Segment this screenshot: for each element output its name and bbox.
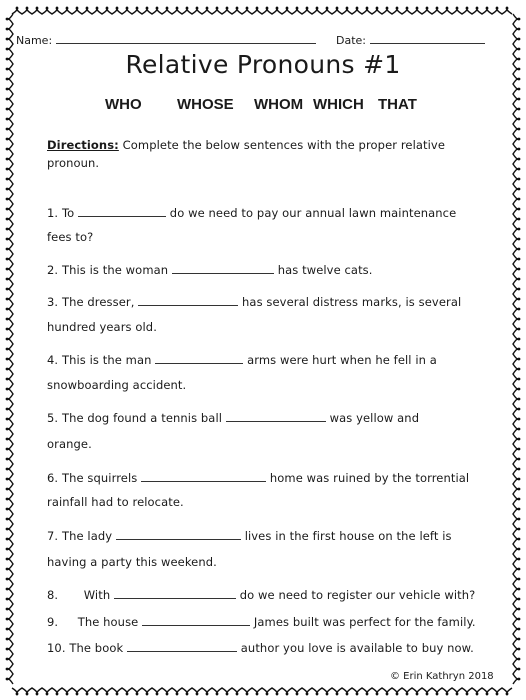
date-label: Date: bbox=[336, 34, 366, 47]
question-3 bbox=[47, 294, 461, 309]
question-text: lives in the first house on the left is bbox=[244, 529, 452, 543]
answer-blank-8[interactable] bbox=[114, 587, 236, 599]
question-3-cont: hundred years old. bbox=[47, 320, 157, 334]
question-text: With bbox=[83, 588, 111, 602]
answer-blank-3[interactable] bbox=[138, 294, 238, 306]
question-text: The dresser, bbox=[61, 295, 135, 309]
name-field[interactable] bbox=[16, 32, 316, 47]
question-number: 8. bbox=[47, 588, 59, 602]
question-6 bbox=[47, 470, 469, 485]
question-5 bbox=[47, 410, 419, 425]
question-number: 7. bbox=[47, 529, 59, 543]
question-text: home was ruined by the torrential bbox=[269, 471, 470, 485]
border-loop-edge bbox=[6, 14, 13, 684]
question-4-cont: snowboarding accident. bbox=[47, 378, 187, 392]
question-4 bbox=[47, 352, 437, 367]
question-1 bbox=[47, 205, 456, 220]
question-5-cont: orange. bbox=[47, 437, 92, 451]
name-blank[interactable] bbox=[56, 32, 316, 44]
question-number: 10. bbox=[47, 641, 66, 655]
border-loop-edge bbox=[12, 688, 512, 695]
question-text: The lady bbox=[61, 529, 113, 543]
question-number: 2. bbox=[47, 263, 59, 277]
question-text: has several distress marks, is several bbox=[242, 295, 462, 309]
date-field[interactable] bbox=[336, 32, 485, 47]
answer-blank-9[interactable] bbox=[142, 614, 250, 626]
question-number: 6. bbox=[47, 471, 59, 485]
pronoun-whose: WHOSE bbox=[177, 96, 234, 113]
answer-blank-2[interactable] bbox=[172, 262, 274, 274]
directions-label: Directions: bbox=[47, 138, 119, 152]
question-text: The dog found a tennis ball bbox=[61, 411, 223, 425]
question-text: James built was perfect for the family. bbox=[253, 615, 476, 629]
question-6-cont: rainfall had to relocate. bbox=[47, 495, 184, 509]
question-10 bbox=[47, 640, 474, 655]
question-7-cont: having a party this weekend. bbox=[47, 555, 217, 569]
question-text: arms were hurt when he fell in a bbox=[247, 353, 437, 367]
question-9 bbox=[47, 614, 476, 629]
copyright-notice: © Erin Kathryn 2018 bbox=[390, 671, 494, 682]
question-number: 9. bbox=[47, 615, 59, 629]
directions-text-cont: pronoun. bbox=[47, 156, 100, 170]
question-8 bbox=[47, 587, 475, 602]
question-number: 1. bbox=[47, 206, 59, 220]
question-text: do we need to pay our annual lawn maintenance bbox=[169, 206, 457, 220]
name-label: Name: bbox=[16, 34, 53, 47]
answer-blank-5[interactable] bbox=[226, 410, 326, 422]
answer-blank-6[interactable] bbox=[141, 470, 266, 482]
question-text: do we need to register our vehicle with? bbox=[239, 588, 476, 602]
answer-blank-10[interactable] bbox=[127, 640, 237, 652]
answer-blank-4[interactable] bbox=[155, 352, 243, 364]
question-text: This is the woman bbox=[61, 263, 169, 277]
question-number: 4. bbox=[47, 353, 59, 367]
question-text: To bbox=[61, 206, 75, 220]
border-loop-edge bbox=[513, 14, 520, 684]
directions-text: Complete the below sentences with the proper relative bbox=[122, 138, 445, 152]
pronoun-whom: WHOM bbox=[254, 96, 304, 113]
answer-blank-7[interactable] bbox=[116, 528, 241, 540]
question-text: This is the man bbox=[61, 353, 152, 367]
worksheet-title: Relative Pronouns #1 bbox=[125, 50, 401, 79]
border-loop-edge bbox=[12, 7, 512, 14]
question-number: 3. bbox=[47, 295, 59, 309]
question-7 bbox=[47, 528, 452, 543]
answer-blank-1[interactable] bbox=[78, 205, 166, 217]
question-1-cont: fees to? bbox=[47, 230, 94, 244]
question-text: The book bbox=[69, 641, 124, 655]
question-text: has twelve cats. bbox=[277, 263, 373, 277]
pronoun-that: THAT bbox=[378, 96, 417, 113]
pronoun-who: WHO bbox=[105, 96, 142, 113]
question-text: was yellow and bbox=[329, 411, 420, 425]
question-number: 5. bbox=[47, 411, 59, 425]
question-text: The house bbox=[77, 615, 139, 629]
directions-line bbox=[47, 138, 445, 152]
date-blank[interactable] bbox=[370, 32, 485, 44]
question-2 bbox=[47, 262, 373, 277]
pronoun-which: WHICH bbox=[313, 96, 364, 113]
question-text: author you love is available to buy now. bbox=[240, 641, 474, 655]
question-text: The squirrels bbox=[61, 471, 138, 485]
